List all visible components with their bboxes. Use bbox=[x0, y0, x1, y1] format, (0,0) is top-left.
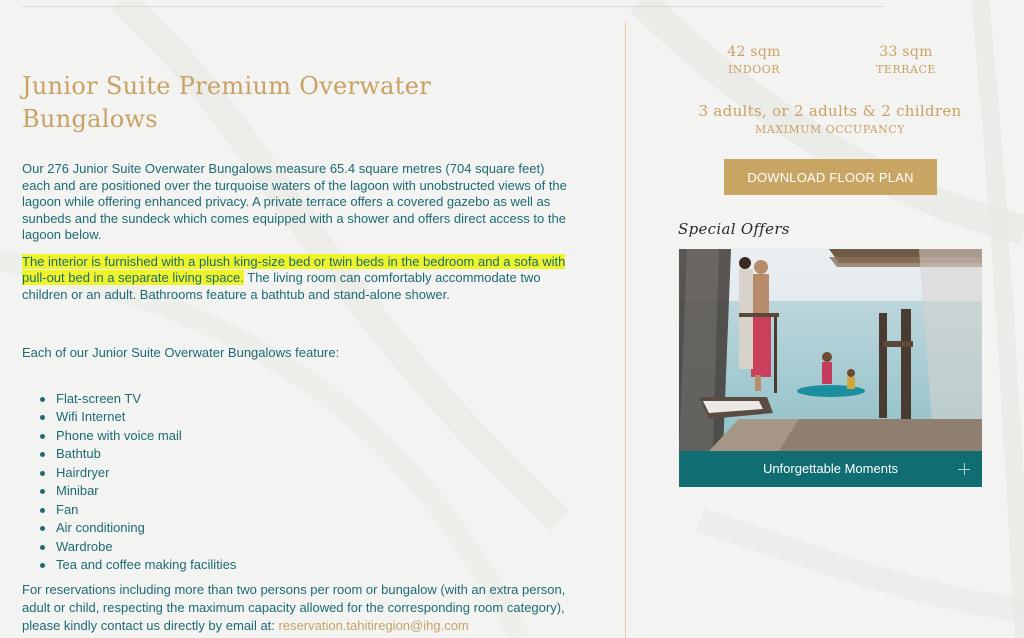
offer-card[interactable] bbox=[679, 249, 982, 487]
feature-item: Wifi Internet bbox=[40, 408, 567, 427]
offer-image bbox=[679, 249, 982, 451]
max-occupancy-value: 3 adults, or 2 adults & 2 children bbox=[698, 102, 962, 120]
feature-item: Air conditioning bbox=[40, 519, 567, 538]
page-title: Junior Suite Premium Overwater Bungalows bbox=[22, 72, 431, 133]
interior-text: The living room can comfortably accommodate two children or an adult. Bathrooms feature a bathtub and stand-alone shower. bbox=[22, 270, 541, 302]
feature-item: Hairdryer bbox=[40, 464, 567, 483]
max-occupancy bbox=[690, 102, 970, 136]
features-intro: Each of our Junior Suite Overwater Bungalows feature: bbox=[22, 345, 340, 360]
terrace-size-label: TERRACE bbox=[876, 63, 936, 76]
overwater-terrace-photo[interactable] bbox=[679, 249, 982, 451]
feature-list bbox=[40, 390, 567, 575]
terrace-size-value: 33 sqm bbox=[879, 44, 933, 60]
download-floor-plan-button[interactable]: DOWNLOAD FLOOR PLAN bbox=[724, 159, 937, 195]
indoor-size bbox=[714, 44, 794, 76]
max-occupancy-label: MAXIMUM OCCUPANCY bbox=[755, 123, 905, 136]
column-divider bbox=[625, 22, 626, 638]
room-sidebar bbox=[660, 0, 1000, 638]
feature-item: Flat-screen TV bbox=[40, 390, 567, 409]
intro-paragraph: Our 276 Junior Suite Overwater Bungalows measure 65.4 square metres (704 square feet) each and are positioned over the turquoise waters of the lagoon with unobstructed views of the lagoon while offering enhanced privacy. A private terrace offers a covered gazebo as well as sunbeds and the sundeck which comes equipped with a shower and offers direct access to the lagoon below. bbox=[22, 161, 567, 242]
feature-item: Fan bbox=[40, 501, 567, 520]
indoor-size-label: INDOOR bbox=[727, 63, 781, 76]
offer-label: Unforgettable Moments bbox=[762, 461, 899, 476]
plus-icon[interactable] bbox=[958, 463, 970, 475]
reservation-email-link[interactable]: reservation.tahitiregion@ihg.com bbox=[278, 617, 469, 633]
feature-item: Tea and coffee making facilities bbox=[40, 556, 567, 575]
indoor-size-value: 42 sqm bbox=[727, 44, 781, 60]
interior-paragraph bbox=[22, 254, 567, 304]
reservation-note bbox=[22, 581, 567, 635]
reservation-text: For reservations including more than two persons per room or bungalow (with an extra person, adult or child, respecting the maximum capacity allowed for the corresponding room category), please kindly contact us directly by email at: bbox=[22, 581, 566, 633]
feature-item: Wardrobe bbox=[40, 538, 567, 557]
special-offers-heading: Special Offers bbox=[678, 220, 790, 238]
room-description bbox=[22, 70, 567, 635]
feature-item: Minibar bbox=[40, 482, 567, 501]
terrace-size bbox=[866, 44, 946, 76]
offer-caption-bar[interactable] bbox=[679, 451, 982, 487]
feature-item: Phone with voice mail bbox=[40, 427, 567, 446]
feature-item: Bathtub bbox=[40, 445, 567, 464]
highlighted-text: The interior is furnished with a plush king-size bed or twin beds in the bedroom and a sofa with pull-out bed in a separate living space. bbox=[22, 253, 566, 285]
